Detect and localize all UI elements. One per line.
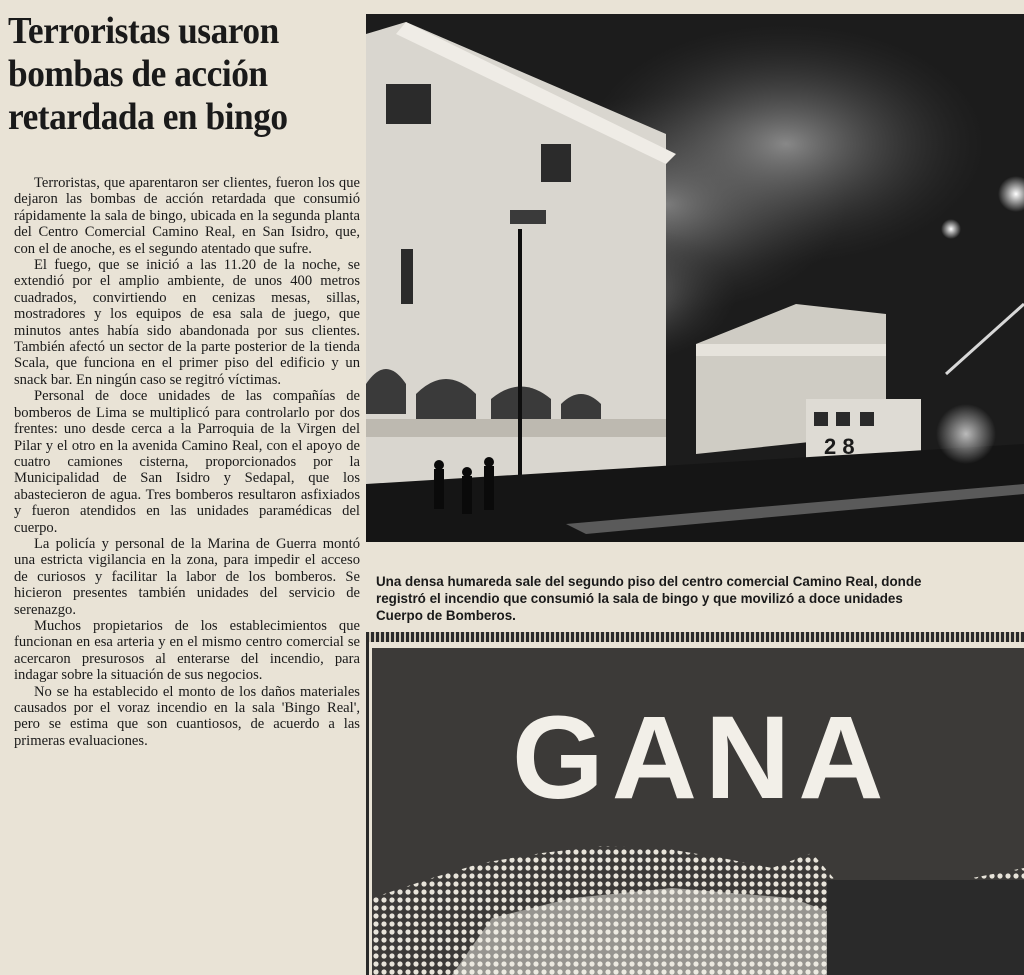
fire-photo — [366, 14, 1024, 542]
headline-line: bombas de acción — [8, 53, 268, 95]
article-paragraph: El fuego, que se inició a las 11.20 de la noche, se extendió por el amplio ambiente, de unos 400 metros cuadrados, convirtiendo en cenizas mesas, sillas, mostradores y los equipos de esa sala de juego, que minutos antes había sido abandonada por sus clientes. También afectó un sector de la parte posterior de la tienda Scala, que funciona en el primer piso del edificio y un snack bar. En ningún caso se regitró víctimas. — [14, 257, 360, 388]
caption-line: Cuerpo de Bomberos. — [376, 608, 516, 623]
article-paragraph: La policía y personal de la Marina de Guerra montó una estricta vigilancia en la zona, para impedir el acceso de curiosos y facilitar la labor de los bomberos. Se hicieron presentes también unidades del servicio de serenazgo. — [14, 535, 360, 618]
headline — [8, 10, 334, 139]
ad-border-left — [366, 642, 369, 975]
article-paragraph: No se ha establecido el monto de los daños materiales causados por el voraz incendio en la sala 'Bingo Real', pero se estima que son cuantiosos, de acuerdo a las primeras evaluaciones. — [14, 683, 360, 749]
article-paragraph: Personal de doce unidades de las compañías de bomberos de Lima se multiplicó para controlarlo por dos frentes: uno desde cerca a la Parroquia de la Virgen del Pilar y el otro en la avenida Camino Real, con el apoyo de cuatro camiones cisterna, proporcionados por la Municipalidad de San Isidro y Sedapal, que los abastecieron de agua. Tres bomberos resultaron asfixiados y fueron atendidos en las unidades paramédicas del cuerpo. — [14, 388, 360, 536]
caption-line: Una densa humareda sale del segundo piso del centro comercial Camino Real, donde — [376, 574, 922, 589]
headline-line: retardada en bingo — [8, 96, 288, 138]
advertisement — [372, 648, 1024, 975]
ad-headline: GANA — [512, 692, 892, 824]
article-paragraph: Muchos propietarios de los establecimientos que funcionan en esa arteria y en el mismo centro comercial se acercaron presurosos al enterarse del incendio, para indagar sobre la situación de sus negocios. — [14, 617, 360, 684]
article-body — [14, 175, 360, 749]
headline-line: Terroristas usaron — [8, 10, 279, 52]
article-paragraph: Terroristas, que aparentaron ser clientes, fueron los que dejaron las bombas de acción retardada que consumió rápidamente la sala de bingo, ubicada en la segunda planta del Centro Comercial Camino Real, en San Isidro, que, con el de anoche, es el segundo atentado que sufre. — [14, 175, 360, 257]
ad-border-top — [366, 632, 1024, 642]
caption-line: registró el incendio que consumió la sala de bingo y que movilizó a doce unidades — [376, 591, 903, 606]
truck-number: 2 8 — [824, 434, 855, 459]
photo-caption — [376, 573, 1024, 624]
